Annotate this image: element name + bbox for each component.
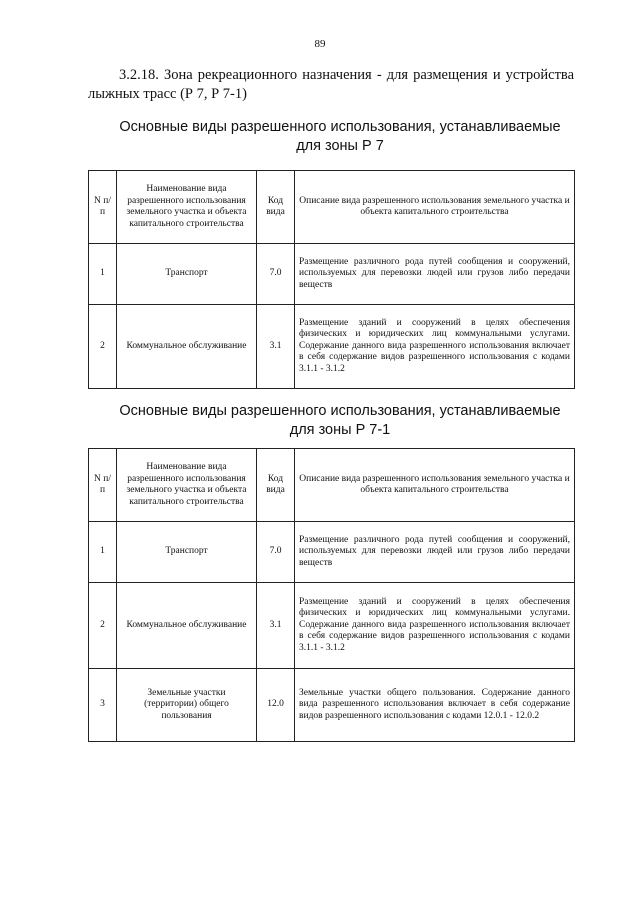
header-name: Наименование вида разрешенного использования земельного участка и объекта капитального строительства — [117, 449, 257, 522]
cell-desc: Размещение различного рода путей сообщения и сооружений, используемых для перевозки людей или грузов либо передачи веществ — [295, 244, 575, 305]
header-desc: Описание вида разрешенного использования земельного участка и объекта капитального строительства — [295, 449, 575, 522]
cell-desc: Размещение зданий и сооружений в целях обеспечения физических и юридических лиц коммунальными услугами. Содержание данного вида разрешенного использования включает в себя содержание видов разрешенного использования с кодами 3.1.1 - 3.1.2 — [295, 305, 575, 389]
header-name: Наименование вида разрешенного использования земельного участка и объекта капитального строительства — [117, 171, 257, 244]
table-title-r7 — [90, 118, 590, 156]
usage-table-r7 — [88, 170, 575, 389]
cell-name: Транспорт — [117, 244, 257, 305]
cell-code: 3.1 — [257, 305, 295, 389]
cell-num: 1 — [89, 244, 117, 305]
table-row — [89, 583, 575, 669]
cell-desc: Размещение зданий и сооружений в целях обеспечения физических и юридических лиц коммунальными услугами. Содержание данного вида разрешенного использования включает в себя содержание видов разрешенного использования с кодами 3.1.1 - 3.1.2 — [295, 583, 575, 669]
table-row — [89, 244, 575, 305]
cell-num: 2 — [89, 305, 117, 389]
cell-num: 1 — [89, 522, 117, 583]
table-title-line2: для зоны Р 7 — [296, 138, 384, 154]
cell-desc: Земельные участки общего пользования. Содержание данного вида разрешенного использования включает в себя содержание видов разрешенного использования с кодами 12.0.1 - 12.0.2 — [295, 669, 575, 742]
table-title-line2: для зоны Р 7-1 — [289, 422, 391, 438]
cell-code: 7.0 — [257, 244, 295, 305]
table-header-row — [89, 171, 575, 244]
cell-name: Коммунальное обслуживание — [117, 305, 257, 389]
cell-name: Транспорт — [117, 522, 257, 583]
table-title-line1: Основные виды разрешенного использования, устанавливаемые — [119, 403, 561, 419]
cell-desc: Размещение различного рода путей сообщения и сооружений, используемых для перевозки людей или грузов либо передачи веществ — [295, 522, 575, 583]
table-row — [89, 305, 575, 389]
header-code: Код вида — [257, 449, 295, 522]
cell-name: Земельные участки (территории) общего пользования — [117, 669, 257, 742]
table-row — [89, 522, 575, 583]
header-code: Код вида — [257, 171, 295, 244]
table-title-r7-1 — [90, 402, 590, 440]
table-title-line1: Основные виды разрешенного использования, устанавливаемые — [119, 119, 561, 135]
header-desc: Описание вида разрешенного использования земельного участка и объекта капитального строительства — [295, 171, 575, 244]
cell-name: Коммунальное обслуживание — [117, 583, 257, 669]
cell-num: 3 — [89, 669, 117, 742]
usage-table-r7-1 — [88, 448, 575, 742]
page-number: 89 — [314, 38, 326, 50]
section-heading: 3.2.18. Зона рекреационного назначения - для размещения и устройства лыжных трасс (Р 7, Р 7-1) — [88, 67, 574, 102]
cell-num: 2 — [89, 583, 117, 669]
cell-code: 3.1 — [257, 583, 295, 669]
cell-code: 12.0 — [257, 669, 295, 742]
header-num: N п/п — [89, 171, 117, 244]
table-row — [89, 669, 575, 742]
table-header-row — [89, 449, 575, 522]
header-num: N п/п — [89, 449, 117, 522]
cell-code: 7.0 — [257, 522, 295, 583]
